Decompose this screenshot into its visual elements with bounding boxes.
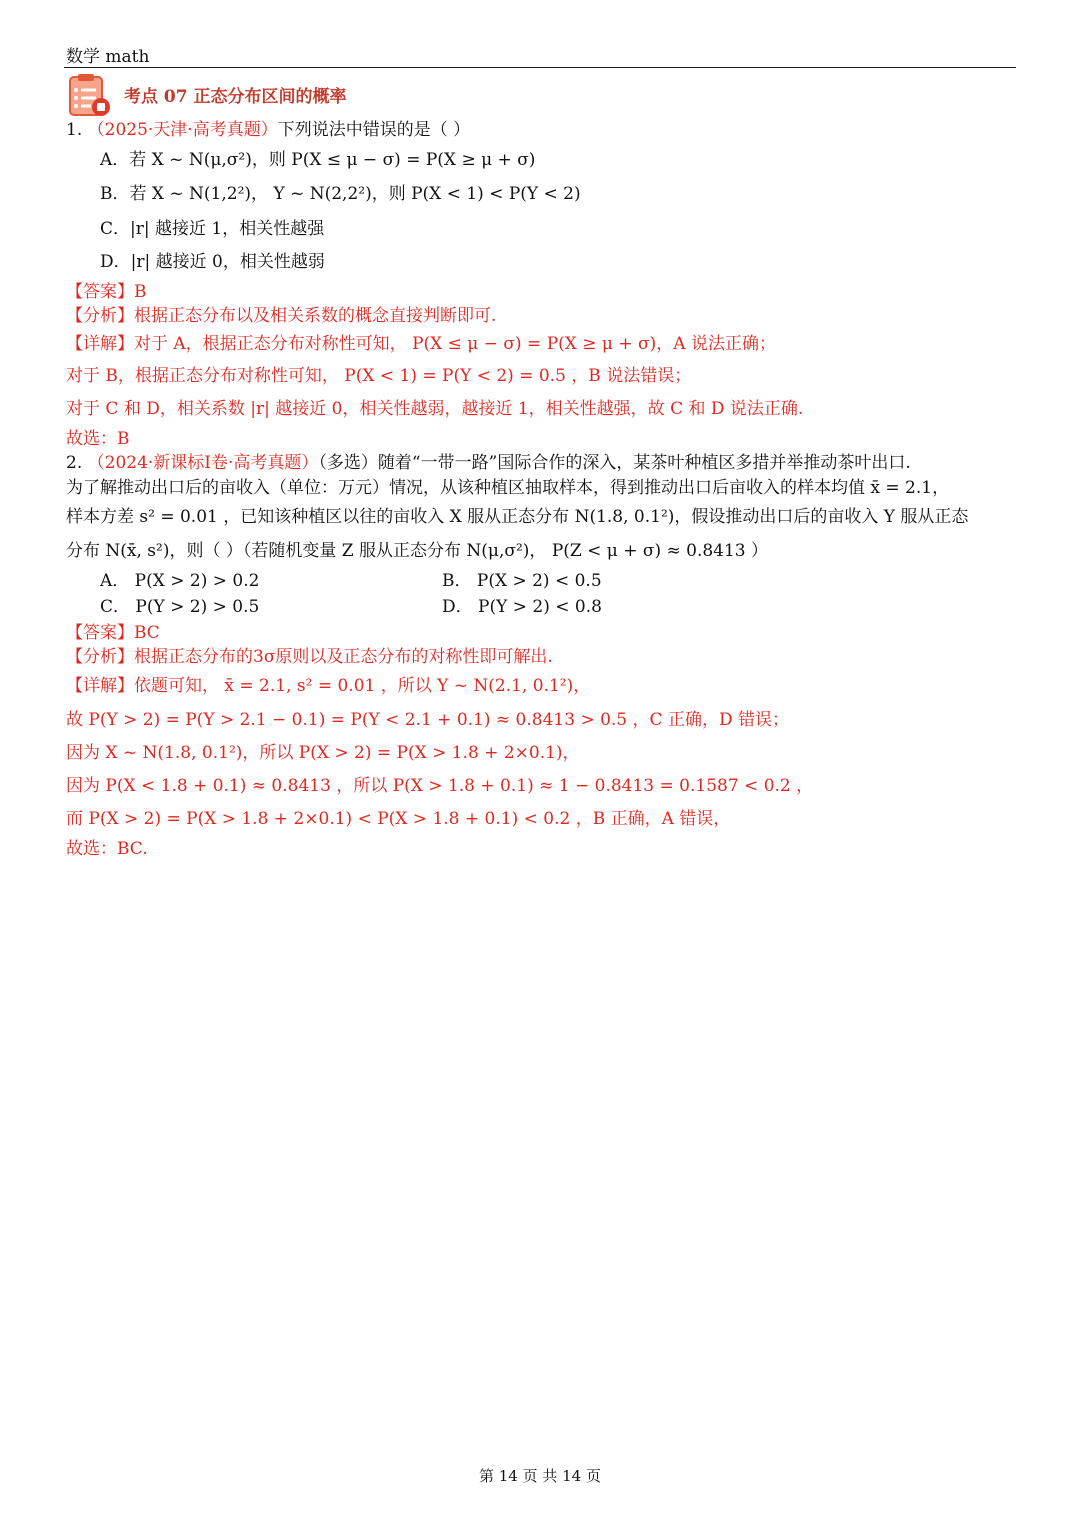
question-1-option-a: A．若 X ~ N(μ,σ²)，则 P(X ≤ μ − σ) = P(X ≥ μ + σ): [100, 150, 536, 170]
header-rule: [64, 67, 1016, 68]
question-1-number: 1.: [66, 120, 83, 140]
question-2-detail-line: 因为 X ~ N(1.8, 0.1²)，所以 P(X > 2) = P(X > 1.8 + 2×0.1)，: [66, 743, 580, 763]
question-1-conclusion: 故选：B: [66, 429, 130, 449]
question-2-number: 2.: [66, 453, 83, 473]
question-2-source: （2024·新课标Ⅰ卷·高考真题）: [87, 453, 319, 473]
question-2-conclusion: 故选：BC.: [66, 839, 148, 859]
question-2-stem: （多选）随着“一带一路”国际合作的深入，某茶叶种植区多措并举推动茶叶出口.: [318, 453, 911, 473]
question-1-analysis: 【分析】根据正态分布以及相关系数的概念直接判断即可.: [66, 306, 497, 326]
question-2-line: [66, 452, 911, 474]
question-2-answer: 【答案】BC: [66, 623, 160, 643]
question-2-detail-line: 而 P(X > 2) = P(X > 1.8 + 2×0.1) < P(X > 1.8 + 0.1) < 0.2 ，B 正确，A 错误，: [66, 809, 731, 829]
question-2-option-a: A． P(X > 2) > 0.2: [100, 571, 260, 591]
question-1-source: （2025·天津·高考真题）: [87, 120, 278, 140]
question-2-detail-line: 因为 P(X < 1.8 + 0.1) ≈ 0.8413 ，所以 P(X > 1.8 + 0.1) ≈ 1 − 0.8413 = 0.1587 < 0.2 ，: [66, 776, 814, 796]
section-title: 考点 07 正态分布区间的概率: [124, 87, 347, 107]
question-1-option-b: B．若 X ~ N(1,2²)， Y ~ N(2,2²)，则 P(X < 1) < P(Y < 2): [100, 184, 581, 204]
question-1-detail-line: 对于 C 和 D，相关系数 |r| 越接近 0，相关性越弱，越接近 1，相关性越强，故 C 和 D 说法正确.: [66, 399, 804, 419]
question-2-stem-line: 分布 N(x̄, s²)，则（ ）（若随机变量 Z 服从正态分布 N(μ,σ²)， P(Z < μ + σ) ≈ 0.8413 ）: [66, 541, 769, 561]
question-2-detail-line: 故 P(Y > 2) = P(Y > 2.1 − 0.1) = P(Y < 2.1 + 0.1) ≈ 0.8413 > 0.5 ，C 正确，D 错误；: [66, 710, 789, 730]
page-footer: 第 14 页 共 14 页: [478, 1467, 601, 1485]
question-2-analysis: 【分析】根据正态分布的3σ原则以及正态分布的对称性即可解出.: [66, 647, 553, 667]
question-2-stem-line: 为了解推动出口后的亩收入（单位：万元）情况，从该种植区抽取样本，得到推动出口后亩收入的样本均值 x̄ = 2.1，: [66, 478, 950, 498]
question-1-line: [66, 119, 470, 141]
question-2-option-c: C． P(Y > 2) > 0.5: [100, 597, 260, 617]
question-1-answer: 【答案】B: [66, 282, 147, 302]
question-1-option-d: D．|r| 越接近 0，相关性越弱: [100, 252, 325, 272]
clipboard-icon: [66, 72, 112, 118]
question-1-option-c: C．|r| 越接近 1，相关性越强: [100, 219, 325, 239]
question-2-option-b: B． P(X > 2) < 0.5: [442, 571, 602, 591]
question-2-detail-line: 【详解】依题可知， x̄ = 2.1, s² = 0.01 ，所以 Y ~ N(2.1, 0.1²)，: [66, 676, 591, 696]
question-1-stem: 下列说法中错误的是（ ）: [277, 120, 471, 140]
question-1-detail-line: 【详解】对于 A，根据正态分布对称性可知， P(X ≤ μ − σ) = P(X ≥ μ + σ)，A 说法正确；: [66, 334, 776, 354]
question-2-stem-line: 样本方差 s² = 0.01 ，已知该种植区以往的亩收入 X 服从正态分布 N(1.8, 0.1²)，假设推动出口后的亩收入 Y 服从正态: [66, 507, 969, 527]
page-header: 数学 math: [66, 47, 150, 67]
question-1-detail-line: 对于 B，根据正态分布对称性可知， P(X < 1) = P(Y < 2) = 0.5 ，B 说法错误；: [66, 366, 692, 386]
question-2-option-d: D． P(Y > 2) < 0.8: [442, 597, 602, 617]
